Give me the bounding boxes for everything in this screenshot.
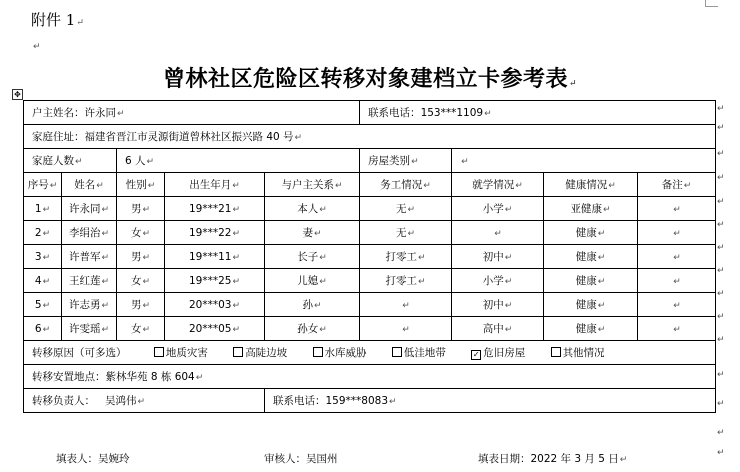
reason-option-other[interactable]: 其他情况: [551, 347, 605, 359]
cell-sex[interactable]: 女↵: [117, 269, 165, 293]
cell-health[interactable]: 亚健康↵: [544, 197, 638, 221]
cell-school[interactable]: 小学↵: [452, 269, 544, 293]
cell-relation[interactable]: 本人↵: [265, 197, 360, 221]
checkbox-icon[interactable]: [154, 347, 164, 357]
phone-cell[interactable]: 联系电话：153***1109↵: [360, 101, 716, 125]
table-row: [24, 245, 716, 269]
cell-name[interactable]: 李绢治↵: [62, 221, 117, 245]
cell-birth[interactable]: 19***25↵: [165, 269, 265, 293]
column-header-row: [24, 173, 716, 197]
table-move-handle-icon[interactable]: ✥: [12, 89, 23, 100]
reason-option-dilapidated[interactable]: ✓ 危旧房屋: [472, 347, 526, 359]
page-title: 曾林社区危险区转移对象建档立卡参考表↵: [162, 66, 578, 92]
checkbox-icon[interactable]: [392, 347, 402, 357]
household-head-cell[interactable]: 户主姓名：许永同↵: [24, 101, 360, 125]
checkbox-icon[interactable]: [233, 347, 243, 357]
date-field: 填表日期：2022 年 3 月 5 日↵: [478, 453, 628, 465]
col-header-health: 健康情况↵: [544, 173, 638, 197]
cell-school[interactable]: 小学↵: [452, 197, 544, 221]
checkbox-icon[interactable]: [313, 347, 323, 357]
cell-birth[interactable]: 20***05↵: [165, 317, 265, 341]
row-end-mark: ↵: [717, 266, 725, 276]
row-end-mark: ↵: [717, 197, 725, 207]
cell-health[interactable]: 健康↵: [544, 317, 638, 341]
cell-work[interactable]: ↵: [360, 293, 452, 317]
cell-sex[interactable]: 女↵: [117, 317, 165, 341]
cell-relation[interactable]: 孙女↵: [265, 317, 360, 341]
address-cell[interactable]: 家庭住址：福建省晋江市灵源街道曾林社区振兴路 40 号↵: [24, 125, 716, 149]
reason-option-lowland[interactable]: 低洼地带: [392, 347, 446, 359]
row-end-mark: ↵: [717, 123, 725, 133]
house-value-cell[interactable]: ↵: [452, 149, 716, 173]
registration-table: [23, 100, 716, 413]
place-row: [24, 365, 716, 389]
cell-no[interactable]: 5↵: [24, 293, 62, 317]
cell-note[interactable]: ↵: [638, 269, 716, 293]
cell-work[interactable]: ↵: [360, 317, 452, 341]
people-label-cell: 家庭人数↵: [24, 149, 117, 173]
row-end-mark: ↵: [717, 149, 725, 159]
col-header-no: 序号↵: [24, 173, 62, 197]
reason-option-reservoir[interactable]: 水库威胁: [313, 347, 367, 359]
row-end-mark: ↵: [717, 289, 725, 299]
cell-sex[interactable]: 男↵: [117, 197, 165, 221]
col-header-note: 备注↵: [638, 173, 716, 197]
table-row: [24, 197, 716, 221]
cell-name[interactable]: 许志勇↵: [62, 293, 117, 317]
col-header-birth: 出生年月↵: [165, 173, 265, 197]
row-end-mark: ↵: [717, 243, 725, 253]
filler-field: 填表人：吴婉玲: [56, 453, 130, 465]
row-end-mark: ↵: [717, 448, 725, 458]
leader-row: [24, 389, 716, 413]
cell-sex[interactable]: 男↵: [117, 293, 165, 317]
cell-birth[interactable]: 19***22↵: [165, 221, 265, 245]
cell-birth[interactable]: 20***03↵: [165, 293, 265, 317]
reviewer-field: 审核人：吴国州: [264, 453, 338, 465]
col-header-relation: 与户主关系↵: [265, 173, 360, 197]
cell-note[interactable]: ↵: [638, 221, 716, 245]
cell-note[interactable]: ↵: [638, 317, 716, 341]
leader-cell[interactable]: 转移负责人： 吴鸿伟↵: [24, 389, 265, 413]
col-header-sex: 性别↵: [117, 173, 165, 197]
cell-no[interactable]: 1↵: [24, 197, 62, 221]
cell-relation[interactable]: 妻↵: [265, 221, 360, 245]
leader-phone-cell[interactable]: 联系电话：159***8083↵: [265, 389, 716, 413]
cell-work[interactable]: 打零工↵: [360, 269, 452, 293]
reason-row: [24, 341, 716, 365]
cell-note[interactable]: ↵: [638, 197, 716, 221]
cell-school[interactable]: 初中↵: [452, 293, 544, 317]
house-label-cell: 房屋类别↵: [360, 149, 452, 173]
cell-sex[interactable]: 男↵: [117, 245, 165, 269]
cell-health[interactable]: 健康↵: [544, 269, 638, 293]
col-header-school: 就学情况↵: [452, 173, 544, 197]
cell-note[interactable]: ↵: [638, 293, 716, 317]
cell-health[interactable]: 健康↵: [544, 221, 638, 245]
table-row: [24, 221, 716, 245]
row-end-mark: ↵: [717, 428, 725, 438]
reason-option-geologic[interactable]: 地质灾害: [154, 347, 208, 359]
cell-sex[interactable]: 女↵: [117, 221, 165, 245]
row-end-mark: ↵: [717, 370, 725, 380]
table-row: [24, 317, 716, 341]
cell-work[interactable]: 打零工↵: [360, 245, 452, 269]
people-value-cell[interactable]: 6 人↵: [117, 149, 360, 173]
paragraph-mark: ↵: [33, 42, 41, 52]
cell-name[interactable]: 许普军↵: [62, 245, 117, 269]
cell-birth[interactable]: 19***21↵: [165, 197, 265, 221]
cell-note[interactable]: ↵: [638, 245, 716, 269]
cell-school[interactable]: 高中↵: [452, 317, 544, 341]
page-corner-mark: [705, 0, 718, 7]
row-end-mark: ↵: [717, 220, 725, 230]
place-cell[interactable]: 转移安置地点：紫林华苑 8 栋 604↵: [24, 365, 716, 389]
cell-birth[interactable]: 19***11↵: [165, 245, 265, 269]
cell-no[interactable]: 4↵: [24, 269, 62, 293]
cell-no[interactable]: 3↵: [24, 245, 62, 269]
attachment-label: 附件 1↵: [31, 11, 84, 29]
row-end-mark: ↵: [717, 173, 725, 183]
col-header-work: 务工情况↵: [360, 173, 452, 197]
checkbox-icon[interactable]: [551, 347, 561, 357]
row-end-mark: ↵: [717, 104, 725, 114]
cell-work[interactable]: 无↵: [360, 197, 452, 221]
cell-name[interactable]: 许雯瑶↵: [62, 317, 117, 341]
address-row: [24, 125, 716, 149]
cell-name[interactable]: 王红莲↵: [62, 269, 117, 293]
cell-school[interactable]: ↵: [452, 221, 544, 245]
cell-name[interactable]: 许永同↵: [62, 197, 117, 221]
col-header-name: 姓名↵: [62, 173, 117, 197]
cell-relation[interactable]: 长子↵: [265, 245, 360, 269]
row-end-mark: ↵: [717, 399, 725, 409]
reason-option-slope[interactable]: 高陡边坡: [233, 347, 287, 359]
cell-relation[interactable]: 孙↵: [265, 293, 360, 317]
table-row: [24, 269, 716, 293]
cell-work[interactable]: 无↵: [360, 221, 452, 245]
cell-relation[interactable]: 儿媳↵: [265, 269, 360, 293]
cell-health[interactable]: 健康↵: [544, 245, 638, 269]
cell-health[interactable]: 健康↵: [544, 293, 638, 317]
row-end-mark: ↵: [717, 335, 725, 345]
row-end-mark: ↵: [717, 312, 725, 322]
reason-cell: [24, 341, 716, 365]
reason-label: 转移原因（可多选）: [32, 347, 127, 359]
cell-no[interactable]: 2↵: [24, 221, 62, 245]
people-row: [24, 149, 716, 173]
cell-no[interactable]: 6↵: [24, 317, 62, 341]
checkbox-checked-icon[interactable]: ✓: [472, 350, 480, 359]
head-name-row: [24, 101, 716, 125]
cell-school[interactable]: 初中↵: [452, 245, 544, 269]
table-row: [24, 293, 716, 317]
